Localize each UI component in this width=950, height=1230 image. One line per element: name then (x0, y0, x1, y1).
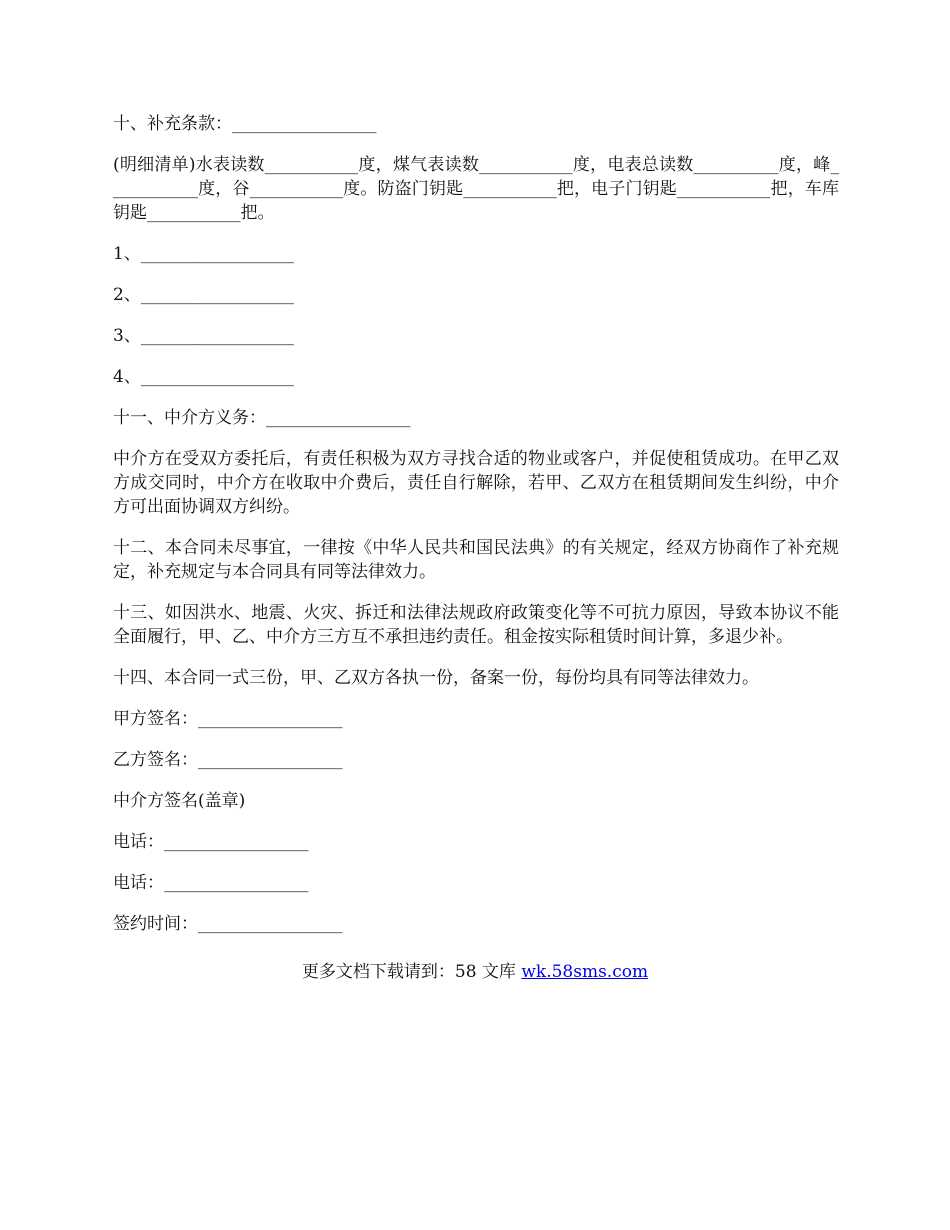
signing-date-line: 签约时间：_________________ (113, 914, 343, 934)
supplement-item-1: 1、__________________ (113, 244, 294, 264)
footer-link[interactable]: wk.58sms.com (521, 962, 649, 982)
download-footer (0, 960, 950, 984)
supplement-item-3: 3、__________________ (113, 326, 294, 346)
clause-10-title: 十、补充条款：_________________ (113, 114, 377, 134)
party-b-signature-line: 乙方签名：_________________ (113, 750, 343, 770)
clause-14: 十四、本合同一式三份，甲、乙双方各执一份，备案一份，每份均具有同等法律效力。 (113, 668, 759, 688)
footer-text: 更多文档下载请到：58 文库 (301, 962, 522, 982)
document-body (113, 112, 839, 953)
phone-line-2: 电话：_________________ (113, 873, 309, 893)
agent-signature-label: 中介方签名(盖章) (113, 791, 246, 811)
clause-11-title: 十一、中介方义务：_________________ (113, 408, 411, 428)
meter-readings-paragraph: (明细清单)水表读数___________度，煤气表读数___________度，电表总读数__________度，峰___________度，谷___________度。防盗门钥匙___________把，电子门钥匙___________把，车库钥匙___________把。 (113, 155, 839, 223)
clause-12: 十二、本合同未尽事宜，一律按《中华人民共和国民法典》的有关规定，经双方协商作了补充规定，补充规定与本合同具有同等法律效力。 (113, 538, 839, 582)
supplement-item-2: 2、__________________ (113, 285, 294, 305)
clause-13: 十三、如因洪水、地震、火灾、拆迁和法律法规政府政策变化等不可抗力原因，导致本协议不能全面履行，甲、乙、中介方三方互不承担违约责任。租金按实际租赁时间计算，多退少补。 (113, 603, 839, 647)
party-a-signature-line: 甲方签名：_________________ (113, 709, 343, 729)
phone-line-1: 电话：_________________ (113, 832, 309, 852)
supplement-item-4: 4、__________________ (113, 367, 294, 387)
clause-11-body: 中介方在受双方委托后，有责任积极为双方寻找合适的物业或客户，并促使租赁成功。在甲乙双方成交同时，中介方在收取中介费后，责任自行解除，若甲、乙双方在租赁期间发生纠纷，中介方可出面协调双方纠纷。 (113, 449, 839, 517)
